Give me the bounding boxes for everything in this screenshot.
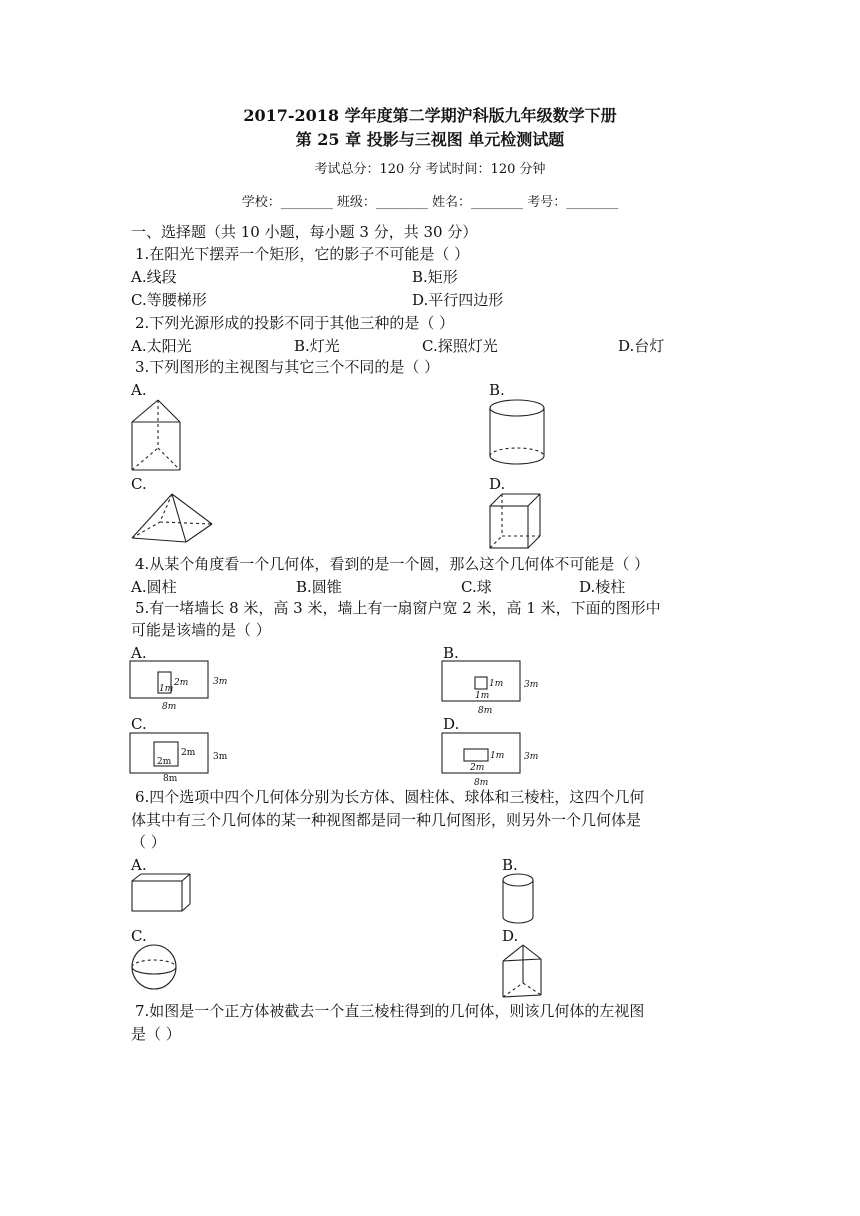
question-6-stem-line2: 体其中有三个几何体的某一种视图都是同一种几何图形，则另外一个几何体是: [131, 811, 642, 829]
question-5-stem-line2: 可能是该墙的是（ ）: [131, 621, 271, 639]
question-7-stem-line1: 7.如图是一个正方体被截去一个直三棱柱得到的几何体，则该几何体的左视图: [135, 1002, 645, 1020]
pyramid-figure: [130, 492, 214, 548]
svg-text:3m: 3m: [524, 752, 539, 762]
q2-option-a: A.太阳光: [131, 337, 192, 355]
question-6-stem-line3: （ ）: [131, 833, 166, 851]
svg-text:8m: 8m: [478, 706, 493, 716]
q3-option-b: B.: [489, 381, 505, 399]
question-4-stem: 4.从某个角度看一个几何体，看到的是一个圆，那么这个几何体不可能是（ ）: [135, 555, 650, 573]
q1-option-c: C.等腰梯形: [131, 291, 207, 309]
q5-option-b: B.: [443, 644, 459, 662]
document-title-line1: 2017-2018 学年度第二学期沪科版九年级数学下册: [243, 106, 617, 125]
q1-option-a: A.线段: [131, 268, 177, 286]
svg-text:8m: 8m: [163, 774, 178, 784]
q2-option-d: D.台灯: [618, 337, 665, 355]
wall-figure-c: [130, 733, 245, 783]
q5-option-a: A.: [131, 644, 147, 662]
question-5-stem-line1: 5.有一堵墙长 8 米，高 3 米，墙上有一扇窗户宽 2 米，高 1 米，下面的图形中: [135, 599, 661, 617]
svg-text:3m: 3m: [524, 680, 539, 690]
svg-text:1m: 1m: [490, 751, 505, 761]
triangular-prism-figure: [130, 398, 190, 474]
q2-option-c: C.探照灯光: [422, 337, 498, 355]
q4-option-d: D.棱柱: [579, 578, 626, 596]
student-fields: 学校：________ 班级：________ 姓名：________ 考号：________: [241, 195, 619, 210]
question-1-stem: 1.在阳光下摆弄一个矩形，它的影子不可能是（ ）: [135, 245, 470, 263]
question-6-stem-line1: 6.四个选项中四个几何体分别为长方体、圆柱体、球体和三棱柱，这四个几何: [135, 788, 645, 806]
svg-text:1m: 1m: [475, 691, 490, 701]
q1-option-b: B.矩形: [412, 268, 458, 286]
q6-option-b: B.: [502, 856, 518, 874]
question-7-stem-line2: 是（ ）: [131, 1025, 181, 1043]
svg-text:3m: 3m: [213, 752, 228, 762]
q4-option-b: B.圆锥: [296, 578, 342, 596]
cylinder-figure: [488, 398, 548, 468]
wall-figure-d: [442, 733, 552, 789]
q3-option-a: A.: [131, 381, 147, 399]
q3-option-c: C.: [131, 475, 147, 493]
document-title-line2: 第 25 章 投影与三视图 单元检测试题: [295, 130, 565, 149]
q5-option-c: C.: [131, 715, 147, 733]
question-2-stem: 2.下列光源形成的投影不同于其他三种的是（ ）: [135, 314, 455, 332]
question-3-stem: 3.下列图形的主视图与其它三个不同的是（ ）: [135, 358, 440, 376]
svg-text:8m: 8m: [162, 702, 177, 712]
wall-figure-a: [130, 661, 240, 711]
svg-text:2m: 2m: [157, 757, 172, 767]
small-cylinder-figure: [501, 873, 537, 925]
svg-text:3m: 3m: [213, 677, 228, 687]
q4-option-c: C.球: [461, 578, 492, 596]
svg-text:2m: 2m: [174, 678, 189, 688]
svg-text:1m: 1m: [159, 684, 174, 694]
tall-triangular-prism-figure: [501, 943, 545, 1001]
wall-figure-b: [442, 661, 552, 717]
section-heading: 一、选择题（共 10 小题，每小题 3 分，共 30 分）: [131, 223, 478, 241]
q6-option-c: C.: [131, 927, 147, 945]
q1-option-d: D.平行四边形: [412, 291, 504, 309]
cube-figure: [488, 492, 544, 552]
svg-text:1m: 1m: [489, 679, 504, 689]
sphere-figure: [130, 943, 180, 993]
q6-option-d: D.: [502, 927, 519, 945]
svg-text:2m: 2m: [181, 748, 196, 758]
cuboid-figure: [131, 873, 193, 915]
q2-option-b: B.灯光: [294, 337, 340, 355]
q4-option-a: A.圆柱: [131, 578, 177, 596]
svg-text:8m: 8m: [474, 778, 489, 788]
q3-option-d: D.: [489, 475, 506, 493]
svg-text:2m: 2m: [470, 763, 485, 773]
q5-option-d: D.: [443, 715, 460, 733]
q6-option-a: A.: [131, 856, 147, 874]
exam-info: 考试总分：120 分 考试时间：120 分钟: [314, 162, 546, 177]
